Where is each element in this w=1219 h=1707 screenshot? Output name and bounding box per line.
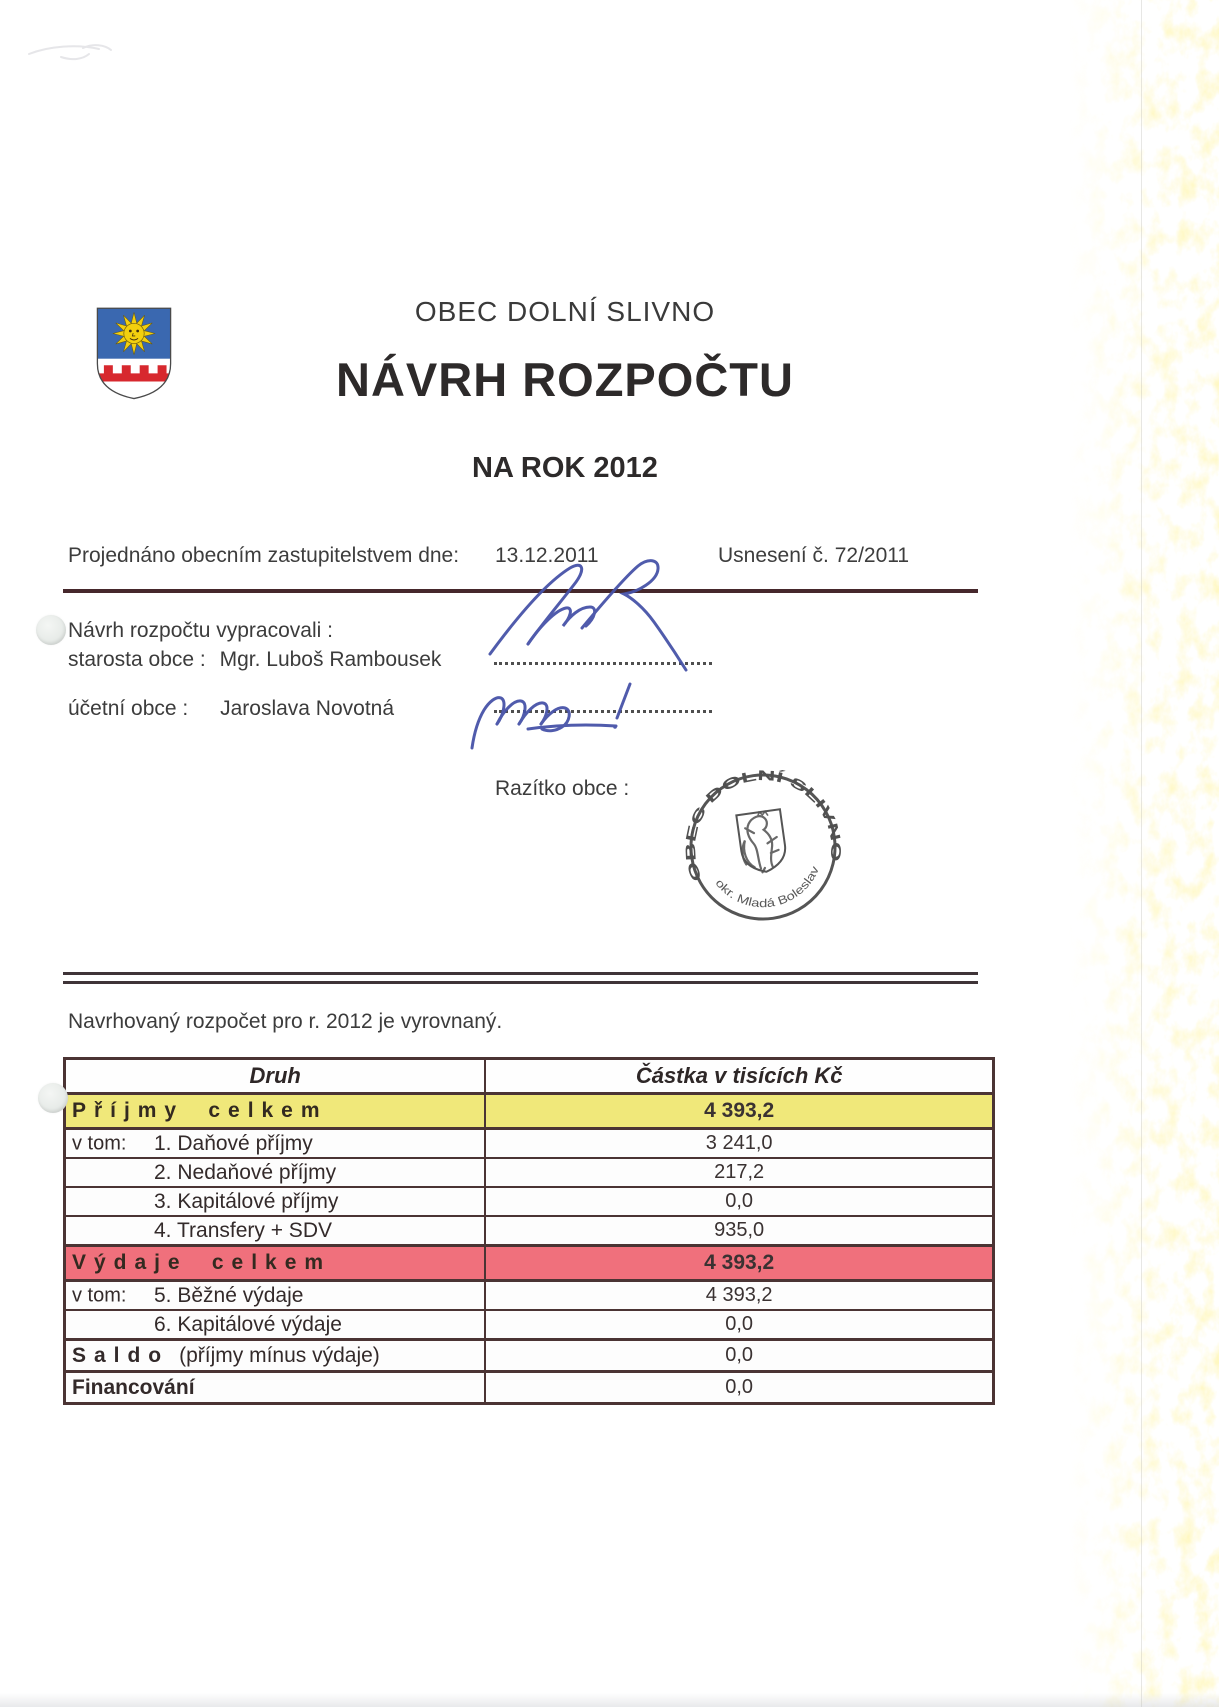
- accountant-signature-dotted-line: [494, 710, 712, 713]
- amount-cell: 4 393,2: [485, 1246, 993, 1281]
- mayor-signature: [478, 550, 710, 676]
- row-label-suffix: (příjmy mínus výdaje): [179, 1343, 380, 1367]
- row-label: Financování: [72, 1375, 195, 1399]
- scan-bottom-shade: [0, 1693, 1219, 1707]
- approval-date: 13.12.2011: [495, 544, 599, 567]
- mayor-role: starosta obce :: [68, 648, 206, 671]
- row-label: 2. Nedaňové příjmy: [154, 1160, 337, 1184]
- amount-cell: 3 241,0: [485, 1129, 993, 1159]
- stamp-top-text: OBEC DOLNÍ SLIVNO: [682, 766, 845, 884]
- row-label: 3. Kapitálové příjmy: [154, 1189, 339, 1213]
- document-title: NÁVRH ROZPOČTU: [336, 353, 794, 406]
- table-row-nontax-income: [65, 1158, 994, 1187]
- row-label: Výdaje celkem: [72, 1251, 332, 1274]
- table-row-tax-income: [65, 1129, 994, 1159]
- municipality-name: OBEC DOLNÍ SLIVNO: [414, 296, 716, 327]
- accountant-role: účetní obce :: [68, 697, 189, 720]
- table-row-financing: [65, 1372, 994, 1404]
- table-row-income-total: [65, 1094, 994, 1129]
- scan-fold-line: [1141, 0, 1142, 1707]
- table-row-expense-total: [65, 1246, 994, 1281]
- amount-cell: 4 393,2: [485, 1094, 993, 1129]
- budget-table: [63, 1057, 995, 1405]
- row-label: 1. Daňové příjmy: [154, 1131, 313, 1155]
- separator-line: [63, 589, 978, 593]
- table-header-row: [65, 1059, 994, 1094]
- row-label: Příjmy celkem: [72, 1099, 328, 1122]
- stamp-bottom-text: okr. Mladá Boleslav: [712, 866, 822, 911]
- resolution-number: Usnesení č. 72/2011: [718, 544, 910, 567]
- row-label: 4. Transfery + SDV: [154, 1218, 332, 1242]
- mayor-name: Mgr. Luboš Rambousek: [219, 648, 442, 671]
- double-separator-line: [63, 972, 978, 984]
- hole-punch-mark: [36, 615, 66, 645]
- approval-label: Projednáno obecním zastupitelstvem dne:: [68, 544, 460, 567]
- mayor-signature-dotted-line: [494, 662, 712, 665]
- approval-line: [68, 544, 1068, 568]
- row-label: Saldo: [72, 1343, 170, 1367]
- balance-note: Navrhovaný rozpočet pro r. 2012 je vyrovnaný.: [68, 1010, 503, 1033]
- amount-cell: 935,0: [485, 1216, 993, 1246]
- table-row-capital-income: [65, 1187, 994, 1216]
- table-header-druh: Druh: [65, 1059, 486, 1094]
- row-label: 6. Kapitálové výdaje: [154, 1312, 342, 1336]
- row-prefix: v tom:: [72, 1132, 127, 1154]
- hole-punch-mark: [38, 1083, 68, 1113]
- accountant-line: [68, 697, 394, 721]
- municipal-stamp: [667, 751, 859, 943]
- scan-noise-band: [1069, 0, 1219, 1707]
- authors-heading: Návrh rozpočtu vypracovali :: [68, 619, 333, 642]
- table-row-transfers: [65, 1216, 994, 1246]
- amount-cell: 0,0: [485, 1310, 993, 1340]
- stamp-lion-icon: [737, 810, 781, 874]
- pencil-smudge: [25, 38, 125, 68]
- amount-cell: 0,0: [485, 1187, 993, 1216]
- table-row-capital-expenses: [65, 1310, 994, 1340]
- mayor-line: [68, 648, 441, 672]
- amount-cell: 0,0: [485, 1372, 993, 1404]
- document-subtitle: NA ROK 2012: [472, 452, 658, 484]
- row-prefix: v tom:: [72, 1284, 127, 1306]
- table-row-saldo: [65, 1340, 994, 1372]
- table-row-current-expenses: [65, 1281, 994, 1311]
- amount-cell: 0,0: [485, 1340, 993, 1372]
- table-header-amount: Částka v tisících Kč: [485, 1059, 993, 1094]
- amount-cell: 217,2: [485, 1158, 993, 1187]
- row-label: 5. Běžné výdaje: [154, 1283, 304, 1307]
- stamp-label: Razítko obce :: [495, 777, 630, 800]
- accountant-name: Jaroslava Novotná: [220, 697, 395, 720]
- amount-cell: 4 393,2: [485, 1281, 993, 1311]
